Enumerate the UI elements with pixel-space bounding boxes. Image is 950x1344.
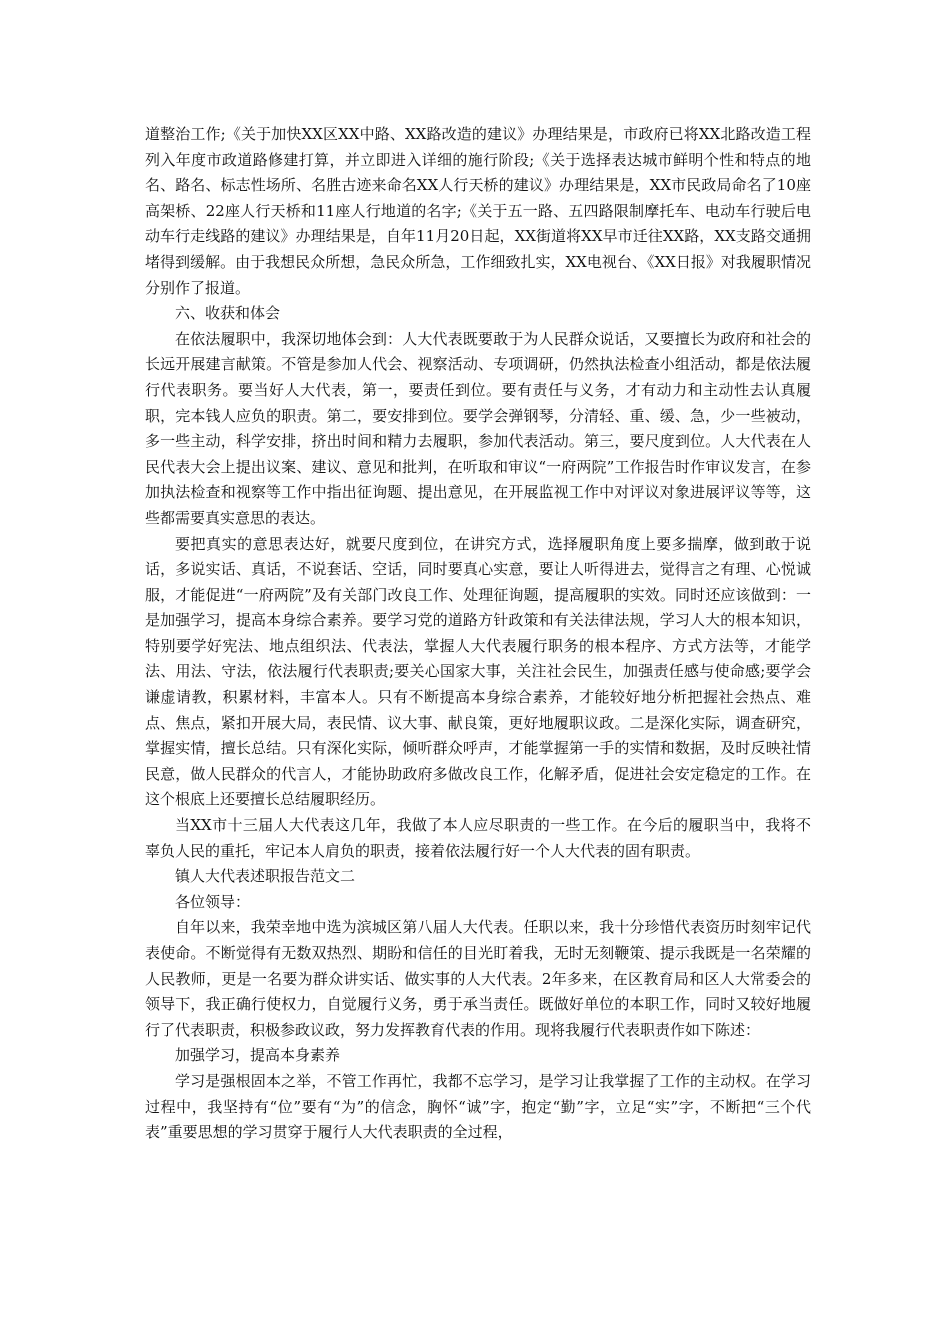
document-page [145,122,811,1146]
document-title: 镇人大代表述职报告范文二 [175,867,356,886]
section-heading: 加强学习，提高本身素养 [175,1046,341,1065]
body-paragraph: 要把真实的意思表达好，就要尺度到位，在讲究方式，选择履职角度上要多揣摩，做到敢于说话，多说实话、真话，不说套话、空话，同时要真心实意，要让人听得进去，觉得言之有理、心悦诚服，才能促进“一府两院”及有关部门改良工作、处理征询题，提高履职的实效。同时还应该做到：一是加强学习，提高本身综合素养。要学习党的道路方针政策和有关法律法规，学习人大的根本知识，特别要学好宪法、地点组织法、代表法，掌握人大代表履行职务的根本程序、方式方法等，才能学法、用法、守法，依法履行代表职责;要关心国家大事，关注社会民生，加强责任感与使命感;要学会谦虚请教，积累材料，丰富本人。只有不断提高本身综合素养，才能较好地分析把握社会热点、难点、焦点，紧扣开展大局，表民情、议大事、献良策，更好地履职议政。二是深化实际，调查研究，掌握实情，擅长总结。只有深化实际，倾听群众呼声，才能掌握第一手的实情和数据，及时反映社情民意，做人民群众的代言人，才能协助政府多做改良工作，化解矛盾，促进社会安定稳定的工作。在这个根底上还要擅长总结履职经历。 [145,534,811,809]
body-paragraph: 学习是强根固本之举，不管工作再忙，我都不忘学习，是学习让我掌握了工作的主动权。在学习过程中，我坚持有“位”要有“为”的信念，胸怀“诚”字，抱定“勤”字，立足“实”字，不断把“三个代表”重要思想的学习贯穿于履行人大代表职责的全过程， [145,1071,811,1142]
body-paragraph: 当XX市十三届人大代表这几年，我做了本人应尽职责的一些工作。在今后的履职当中，我将不辜负人民的重托，牢记本人肩负的职责，接着依法履行好一个人大代表的固有职责。 [145,816,811,860]
salutation: 各位领导： [175,892,251,911]
body-paragraph: 在依法履职中，我深切地体会到：人大代表既要敢于为人民群众说话，又要擅长为政府和社会的长远开展建言献策。不管是参加人代会、视察活动、专项调研，仍然执法检查小组活动，都是依法履行代表职务。要当好人大代表，第一，要责任到位。要有责任与义务，才有动力和主动性去认真履职，完本钱人应负的职责。第二，要安排到位。要学会弹钢琴，分清轻、重、缓、急，少一些被动，多一些主动，科学安排，挤出时间和精力去履职，参加代表活动。第三，要尺度到位。人大代表在人民代表大会上提出议案、建议、意见和批判，在听取和审议“一府两院”工作报告时作审议发言，在参加执法检查和视察等工作中指出征询题、提出意见，在开展监视工作中对评议对象进展评议等等，这些都需要真实意思的表达。 [145,329,811,527]
body-paragraph: 道整治工作;《关于加快XX区XX中路、XX路改造的建议》办理结果是，市政府已将XX北路改造工程列入年度市政道路修建打算，并立即进入详细的施行阶段;《关于选择表达城市鲜明个性和特点的地名、路名、标志性场所、名胜古迹来命名XX人行天桥的建议》办理结果是，XX市民政局命名了10座高架桥、22座人行天桥和11座人行地道的名字;《关于五一路、五四路限制摩托车、电动车行驶后电动车行走线路的建议》办理结果是，自年11月20日起，XX街道将XX早市迁往XX路，XX支路交通拥堵得到缓解。由于我想民众所想，急民众所急，工作细致扎实，XX电视台、《XX日报》对我履职情况分别作了报道。 [145,125,811,297]
section-heading: 六、收获和体会 [175,304,281,323]
body-paragraph: 自年以来，我荣幸地中选为滨城区第八届人大代表。任职以来，我十分珍惜代表资历时刻牢记代表使命。不断觉得有无数双热烈、期盼和信任的目光盯着我，无时无刻鞭策、提示我既是一名荣耀的人民教师，更是一名要为群众讲实话、做实事的人大代表。2年多来，在区教育局和区人大常委会的领导下，我正确行使权力，自觉履行义务，勇于承当责任。既做好单位的本职工作，同时又较好地履行了代表职责，积极参政议政，努力发挥教育代表的作用。现将我履行代表职责作如下陈述： [145,918,811,1039]
